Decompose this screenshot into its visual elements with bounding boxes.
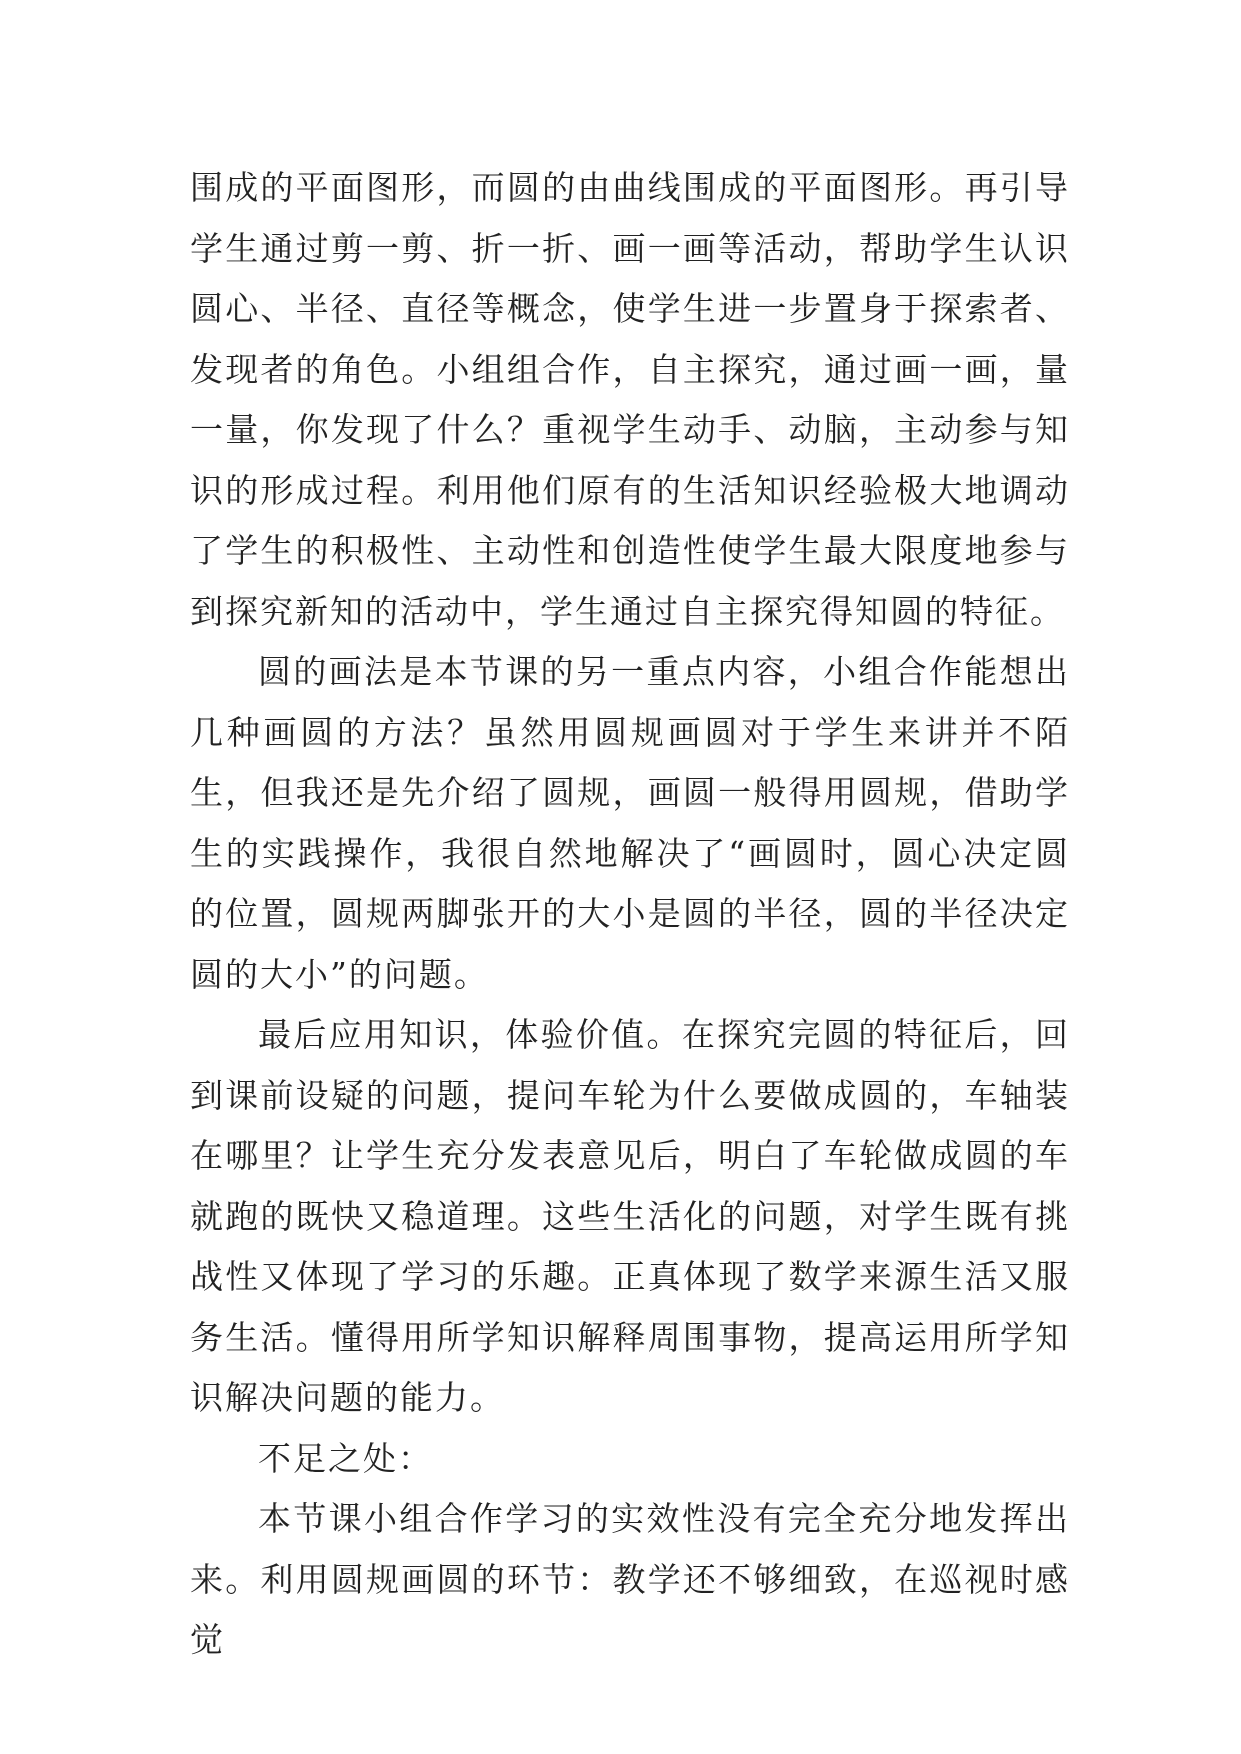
paragraph-application: 最后应用知识，体验价值。在探究完圆的特征后，回到课前设疑的问题，提问车轮为什么要做成圆的，车轴装在哪里？让学生充分发表意见后，明白了车轮做成圆的车就跑的既快又稳道理。这些生活化的问题，对学生既有挑战性又体现了学习的乐趣。正真体现了数学来源生活又服务生活。懂得用所学知识解释周围事物，提高运用所学知识解决问题的能力。 (190, 1015, 1070, 1417)
paragraph-circle-features: 围成的平面图形，而圆的由曲线围成的平面图形。再引导学生通过剪一剪、折一折、画一画等活动，帮助学生认识圆心、半径、直径等概念，使学生进一步置身于探索者、发现者的角色。小组组合作，自主探究，通过画一画，量一量，你发现了什么？重视学生动手、动脑，主动参与知识的形成过程。利用他们原有的生活知识经验极大地调动了学生的积极性、主动性和创造性使学生最大限度地参与到探究新知的活动中，学生通过自主探究得知圆的特征。 (190, 168, 1070, 631)
paragraph-shortcomings-heading: 不足之处： (258, 1438, 433, 1478)
paragraph-shortcomings-detail: 本节课小组合作学习的实效性没有完全充分地发挥出来。利用圆规画圆的环节：教学还不够细致，在巡视时感觉 (190, 1499, 1070, 1659)
document-body (190, 158, 1070, 1671)
paragraph-drawing-method: 圆的画法是本节课的另一重点内容，小组合作能想出几种画圆的方法？虽然用圆规画圆对于学生来讲并不陌生，但我还是先介绍了圆规，画圆一般得用圆规，借助学生的实践操作，我很自然地解决了“画圆时，圆心决定圆的位置，圆规两脚张开的大小是圆的半径，圆的半径决定圆的大小”的问题。 (190, 652, 1070, 994)
